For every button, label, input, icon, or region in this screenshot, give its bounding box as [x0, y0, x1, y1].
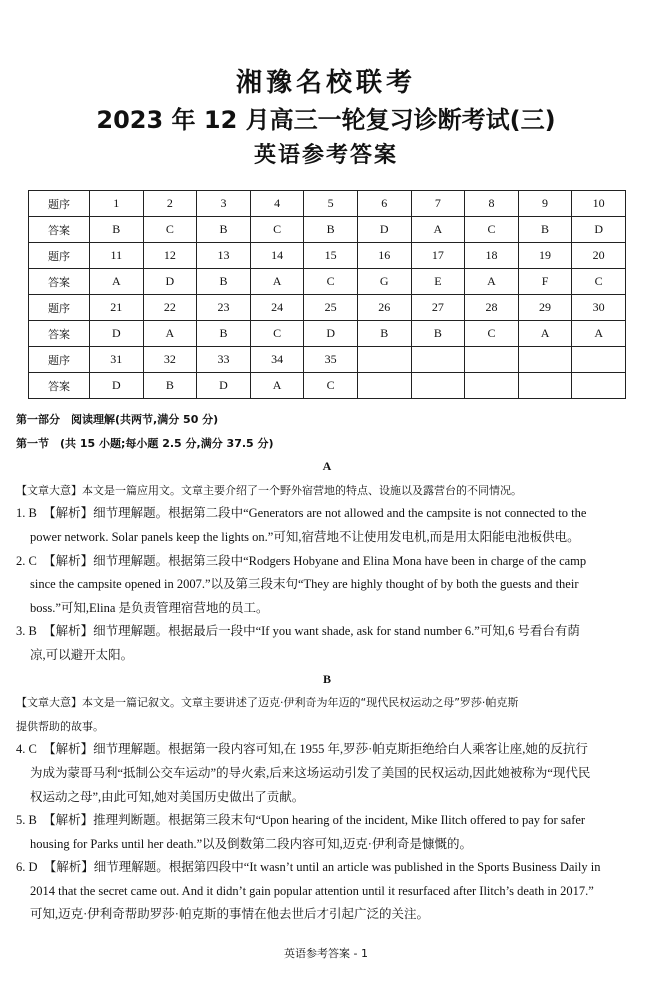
exam-title: 2023 年 12 月高三一轮复习诊断考试(三) [96, 106, 556, 134]
question-number-cell: 14 [250, 243, 304, 269]
answer-cell: D [197, 373, 251, 399]
q2-line: boss.”可知,Elina 是负责管理宿营地的员工。 [30, 600, 269, 615]
answer-cell: A [572, 321, 626, 347]
question-number-cell: 20 [572, 243, 626, 269]
q5-line: 5. B 【解析】推理判断题。根据第三段末句“Upon hearing of the incident, Mike Ilitch offered to pay for safer [16, 813, 586, 828]
answer-cell: B [143, 373, 197, 399]
question-number-cell: 12 [143, 243, 197, 269]
answer-cell: D [304, 321, 358, 347]
question-number-cell [572, 347, 626, 373]
answer-cell: C [304, 269, 358, 295]
q6-line: 可知,迈克·伊利奇帮助罗莎·帕克斯的事情在他去世后才引起广泛的关注。 [30, 907, 429, 922]
exam-union-title: 湘豫名校联考 [235, 68, 416, 98]
question-number-cell: 23 [197, 295, 251, 321]
row-label-answer: 答案 [29, 217, 90, 243]
row-label-question: 题序 [29, 347, 90, 373]
question-number-cell: 5 [304, 191, 358, 217]
answer-cell: B [411, 321, 465, 347]
answer-cell [465, 373, 519, 399]
answer-cell [411, 373, 465, 399]
answer-row [29, 373, 626, 399]
question-number-cell: 25 [304, 295, 358, 321]
row-label-question: 题序 [29, 243, 90, 269]
answer-row [29, 217, 626, 243]
answer-cell: C [143, 217, 197, 243]
question-number-cell: 29 [518, 295, 572, 321]
answer-cell: A [250, 373, 304, 399]
question-number-cell: 11 [90, 243, 144, 269]
row-label-answer: 答案 [29, 373, 90, 399]
answer-cell: C [465, 217, 519, 243]
answer-cell: D [572, 217, 626, 243]
answer-cell: A [90, 269, 144, 295]
answer-cell: C [250, 321, 304, 347]
question-number-cell: 17 [411, 243, 465, 269]
answer-cell: E [411, 269, 465, 295]
passage-b-summary: 【文章大意】本文是一篇记叙文。文章主要讲述了迈克·伊利奇为年迈的“现代民权运动之母”罗莎·帕克斯 [16, 696, 519, 710]
answer-cell: D [90, 321, 144, 347]
answer-cell: A [143, 321, 197, 347]
answer-cell [518, 373, 572, 399]
question-number-row [29, 347, 626, 373]
answer-cell: C [465, 321, 519, 347]
question-number-cell: 30 [572, 295, 626, 321]
row-label-question: 题序 [29, 191, 90, 217]
question-number-cell [411, 347, 465, 373]
question-number-cell: 18 [465, 243, 519, 269]
answer-cell: B [90, 217, 144, 243]
answer-row [29, 269, 626, 295]
answer-cell: C [304, 373, 358, 399]
question-number-cell: 33 [197, 347, 251, 373]
question-number-row [29, 295, 626, 321]
q4-line: 权运动之母”,由此可知,她对美国历史做出了贡献。 [30, 789, 305, 804]
question-number-cell: 26 [357, 295, 411, 321]
question-number-cell [518, 347, 572, 373]
question-number-cell [357, 347, 411, 373]
question-number-cell: 22 [143, 295, 197, 321]
answer-cell: B [518, 217, 572, 243]
question-number-row [29, 191, 626, 217]
answer-cell: B [197, 321, 251, 347]
answer-cell: A [465, 269, 519, 295]
page-footer: 英语参考答案 - 1 [284, 947, 368, 960]
q4-line: 为成为蒙哥马利“抵制公交车运动”的导火索,后来这场运动引发了美国的民权运动,因此她被称为“现代民 [30, 765, 591, 780]
q4-line: 4. C 【解析】细节理解题。根据第一段内容可知,在 1955 年,罗莎·帕克斯拒绝给白人乘客让座,她的反抗行 [16, 742, 588, 757]
question-number-cell: 24 [250, 295, 304, 321]
answer-cell: D [90, 373, 144, 399]
subject-title: 英语参考答案 [253, 143, 398, 168]
question-number-cell: 10 [572, 191, 626, 217]
question-number-cell: 32 [143, 347, 197, 373]
answer-cell: C [250, 217, 304, 243]
question-number-cell: 13 [197, 243, 251, 269]
q1-line: 1. B 【解析】细节理解题。根据第二段中“Generators are not allowed and the campsite is not connected to the [16, 506, 587, 521]
passage-a-label: A [322, 459, 332, 474]
answer-cell [357, 373, 411, 399]
question-number-cell: 8 [465, 191, 519, 217]
q6-line: 6. D 【解析】细节理解题。根据第四段中“It wasn’t until an article was published in the Sports Business Daily in [16, 860, 601, 875]
question-number-cell: 28 [465, 295, 519, 321]
section-heading: 第一节 (共 15 小题;每小题 2.5 分,满分 37.5 分) [16, 436, 274, 450]
question-number-cell: 35 [304, 347, 358, 373]
question-number-cell [465, 347, 519, 373]
question-number-cell: 34 [250, 347, 304, 373]
answer-cell: B [197, 217, 251, 243]
answer-cell: F [518, 269, 572, 295]
q6-line: 2014 that the secret came out. And it didn’t gain popular attention until it resurfaced after Ilitch’s death in 2017.” [30, 883, 594, 898]
passage-a-summary: 【文章大意】本文是一篇应用文。文章主要介绍了一个野外宿营地的特点、设施以及露营台的不同情况。 [16, 483, 522, 497]
answer-cell: D [357, 217, 411, 243]
passage-b-summary: 提供帮助的故事。 [16, 719, 104, 733]
answer-cell: B [357, 321, 411, 347]
answer-cell: C [572, 269, 626, 295]
row-label-answer: 答案 [29, 321, 90, 347]
answer-cell: B [304, 217, 358, 243]
part-heading: 第一部分 阅读理解(共两节,满分 50 分) [16, 413, 219, 426]
question-number-cell: 2 [143, 191, 197, 217]
passage-b-label: B [322, 671, 331, 686]
answer-cell: G [357, 269, 411, 295]
answer-cell: B [197, 269, 251, 295]
question-number-cell: 31 [90, 347, 144, 373]
q5-line: housing for Parks until her death.”以及倒数第二段内容可知,迈克·伊利奇是慷慨的。 [30, 836, 472, 851]
question-number-cell: 16 [357, 243, 411, 269]
row-label-answer: 答案 [29, 269, 90, 295]
question-number-cell: 6 [357, 191, 411, 217]
answer-cell [572, 373, 626, 399]
question-number-cell: 21 [90, 295, 144, 321]
row-label-question: 题序 [29, 295, 90, 321]
question-number-row [29, 243, 626, 269]
question-number-cell: 9 [518, 191, 572, 217]
answer-cell: A [411, 217, 465, 243]
question-number-cell: 3 [197, 191, 251, 217]
q2-line: since the campsite opened in 2007.”以及第三段末句“They are highly thought of by both the guests and their [30, 577, 579, 592]
q3-line: 3. B 【解析】细节理解题。根据最后一段中“If you want shade, ask for stand number 6.”可知,6 号看台有荫 [16, 624, 580, 639]
explanations [16, 408, 638, 927]
answer-cell: D [143, 269, 197, 295]
question-number-cell: 7 [411, 191, 465, 217]
answer-cell: A [518, 321, 572, 347]
question-number-cell: 1 [90, 191, 144, 217]
question-number-cell: 15 [304, 243, 358, 269]
answer-table [28, 190, 626, 399]
q1-line: power network. Solar panels keep the lights on.”可知,宿营地不让使用发电机,而是用太阳能电池板供电。 [30, 529, 580, 544]
question-number-cell: 4 [250, 191, 304, 217]
question-number-cell: 19 [518, 243, 572, 269]
question-number-cell: 27 [411, 295, 465, 321]
answer-row [29, 321, 626, 347]
q2-line: 2. C 【解析】细节理解题。根据第三段中“Rodgers Hobyane and Elina Mona have been in charge of the camp [16, 553, 587, 568]
answer-cell: A [250, 269, 304, 295]
q3-line: 凉,可以避开太阳。 [30, 647, 134, 662]
